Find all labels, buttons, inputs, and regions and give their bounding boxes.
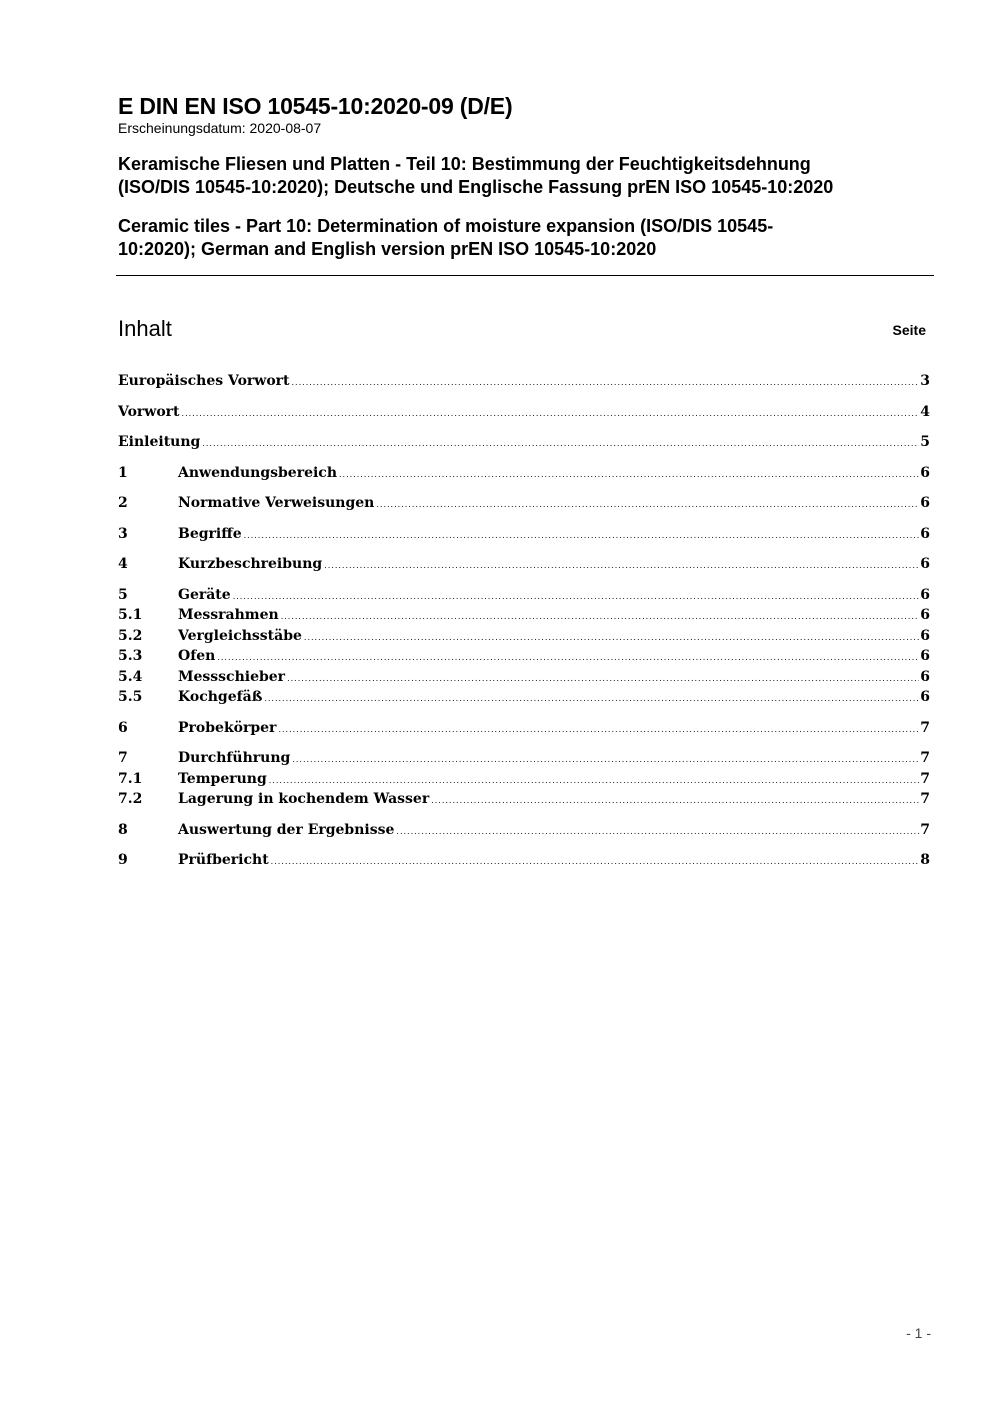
toc-entry[interactable]: [118, 463, 930, 484]
toc-entry-number: 2: [118, 495, 128, 511]
toc-entry-number: 5.4: [118, 668, 143, 685]
toc-entry-label: Messschieber: [178, 668, 286, 685]
toc-entry-label: Probekörper: [178, 719, 277, 736]
toc-heading: [118, 316, 926, 342]
toc-entry-page: 7: [920, 770, 930, 787]
toc-entry[interactable]: [118, 769, 930, 790]
title-english: [118, 215, 934, 261]
toc-leader-dots: [264, 689, 919, 710]
toc-entry-page: 5: [920, 434, 930, 450]
toc-entry-number: 7.1: [118, 770, 143, 787]
header-divider: [116, 275, 934, 276]
toc-leader-dots: [244, 526, 920, 547]
toc-leader-dots: [281, 607, 920, 628]
toc-entry[interactable]: [118, 493, 930, 514]
toc-entry-page: 6: [920, 627, 930, 644]
toc-entry-page: 7: [920, 791, 930, 807]
toc-entry[interactable]: [118, 850, 930, 871]
toc-entry[interactable]: [118, 402, 930, 423]
toc-entry[interactable]: [118, 748, 930, 769]
toc-entry-page: 6: [920, 464, 930, 481]
toc-entry-label: Europäisches Vorwort: [118, 373, 290, 389]
title-german-line: (ISO/DIS 10545-10:2020); Deutsche und Englische Fassung prEN ISO 10545-10:2020: [118, 177, 834, 197]
toc-entry-page: 6: [920, 668, 930, 685]
toc-entry[interactable]: [118, 371, 930, 392]
title-english-line: 10:2020); German and English version prEN ISO 10545-10:2020: [118, 239, 657, 259]
page-number: - 1 -: [906, 1325, 931, 1341]
toc-entry-label: Auswertung der Ergebnisse: [178, 821, 395, 838]
document-id: E DIN EN ISO 10545-10:2020-09 (D/E): [118, 93, 513, 119]
table-of-contents: [118, 371, 930, 871]
toc-leader-dots: [182, 404, 920, 425]
toc-entry-number: 9: [118, 852, 128, 868]
toc-leader-dots: [269, 771, 919, 792]
toc-entry[interactable]: [118, 646, 930, 667]
toc-entry[interactable]: [118, 820, 930, 841]
toc-entry[interactable]: [118, 432, 930, 453]
toc-page-column-label: Seite: [892, 322, 926, 338]
toc-entry-page: 6: [920, 586, 930, 603]
toc-entry-page: 6: [920, 556, 930, 572]
toc-entry-number: 5.3: [118, 648, 143, 664]
toc-entry[interactable]: [118, 626, 930, 647]
toc-entry-number: 3: [118, 525, 128, 542]
toc-entry-label: Prüfbericht: [178, 852, 269, 868]
toc-entry-label: Ofen: [178, 648, 216, 664]
toc-leader-dots: [304, 628, 919, 649]
toc-leader-dots: [431, 791, 919, 812]
toc-leader-dots: [287, 669, 919, 690]
toc-entry[interactable]: [118, 585, 930, 606]
toc-leader-dots: [271, 852, 920, 873]
publication-date: Erscheinungsdatum: 2020-08-07: [118, 120, 322, 136]
toc-entry-page: 6: [920, 525, 930, 542]
toc-leader-dots: [292, 373, 920, 394]
toc-leader-dots: [324, 556, 919, 577]
toc-entry-label: Lagerung in kochendem Wasser: [178, 791, 430, 807]
toc-entry-label: Begriffe: [178, 525, 242, 542]
toc-entry-number: 5: [118, 586, 128, 603]
toc-entry-page: 4: [920, 403, 930, 420]
toc-entry-label: Normative Verweisungen: [178, 495, 375, 511]
toc-entry-label: Durchführung: [178, 750, 291, 766]
toc-entry-number: 5.5: [118, 689, 143, 705]
toc-entry-number: 5.2: [118, 627, 143, 644]
toc-leader-dots: [217, 648, 919, 669]
toc-entry[interactable]: [118, 789, 930, 810]
toc-entry-page: 7: [920, 821, 930, 838]
toc-entry-page: 3: [920, 373, 930, 389]
toc-entry-number: 7.2: [118, 791, 143, 807]
toc-leader-dots: [376, 495, 919, 516]
toc-leader-dots: [292, 750, 919, 771]
toc-entry-page: 6: [920, 495, 930, 511]
toc-entry-page: 7: [920, 750, 930, 766]
title-english-line: Ceramic tiles - Part 10: Determination of moisture expansion (ISO/DIS 10545-: [118, 216, 774, 236]
toc-leader-dots: [278, 720, 919, 741]
toc-entry[interactable]: [118, 667, 930, 688]
toc-entry-page: 8: [920, 852, 930, 868]
toc-entry-label: Messrahmen: [178, 607, 279, 623]
title-german-line: Keramische Fliesen und Platten - Teil 10: Bestimmung der Feuchtigkeitsdehnung: [118, 154, 811, 174]
toc-entry-page: 6: [920, 607, 930, 623]
toc-entry[interactable]: [118, 605, 930, 626]
toc-entry[interactable]: [118, 554, 930, 575]
toc-entry-page: 6: [920, 689, 930, 705]
toc-entry[interactable]: [118, 524, 930, 545]
toc-entry-number: 1: [118, 464, 128, 481]
toc-leader-dots: [202, 434, 919, 455]
toc-leader-dots: [233, 587, 920, 608]
toc-entry-label: Temperung: [178, 770, 267, 787]
toc-entry-label: Geräte: [178, 586, 231, 603]
title-german: [118, 153, 934, 199]
toc-entry-number: 5.1: [118, 607, 143, 623]
toc-entry-number: 6: [118, 719, 128, 736]
toc-entry-number: 7: [118, 750, 128, 766]
toc-leader-dots: [396, 822, 919, 843]
toc-entry[interactable]: [118, 687, 930, 708]
toc-entry-page: 7: [920, 719, 930, 736]
toc-entry-number: 8: [118, 821, 128, 838]
toc-entry-label: Vorwort: [118, 403, 180, 420]
toc-entry-label: Vergleichsstäbe: [178, 627, 302, 644]
toc-entry-number: 4: [118, 556, 128, 572]
toc-leader-dots: [339, 465, 919, 486]
toc-entry-label: Anwendungsbereich: [178, 464, 337, 481]
toc-entry[interactable]: [118, 718, 930, 739]
toc-entry-label: Einleitung: [118, 434, 201, 450]
toc-entry-label: Kochgefäß: [178, 689, 263, 705]
toc-entry-page: 6: [920, 648, 930, 664]
toc-title: Inhalt: [118, 316, 172, 341]
toc-entry-label: Kurzbeschreibung: [178, 556, 323, 572]
document-header: [118, 92, 934, 261]
